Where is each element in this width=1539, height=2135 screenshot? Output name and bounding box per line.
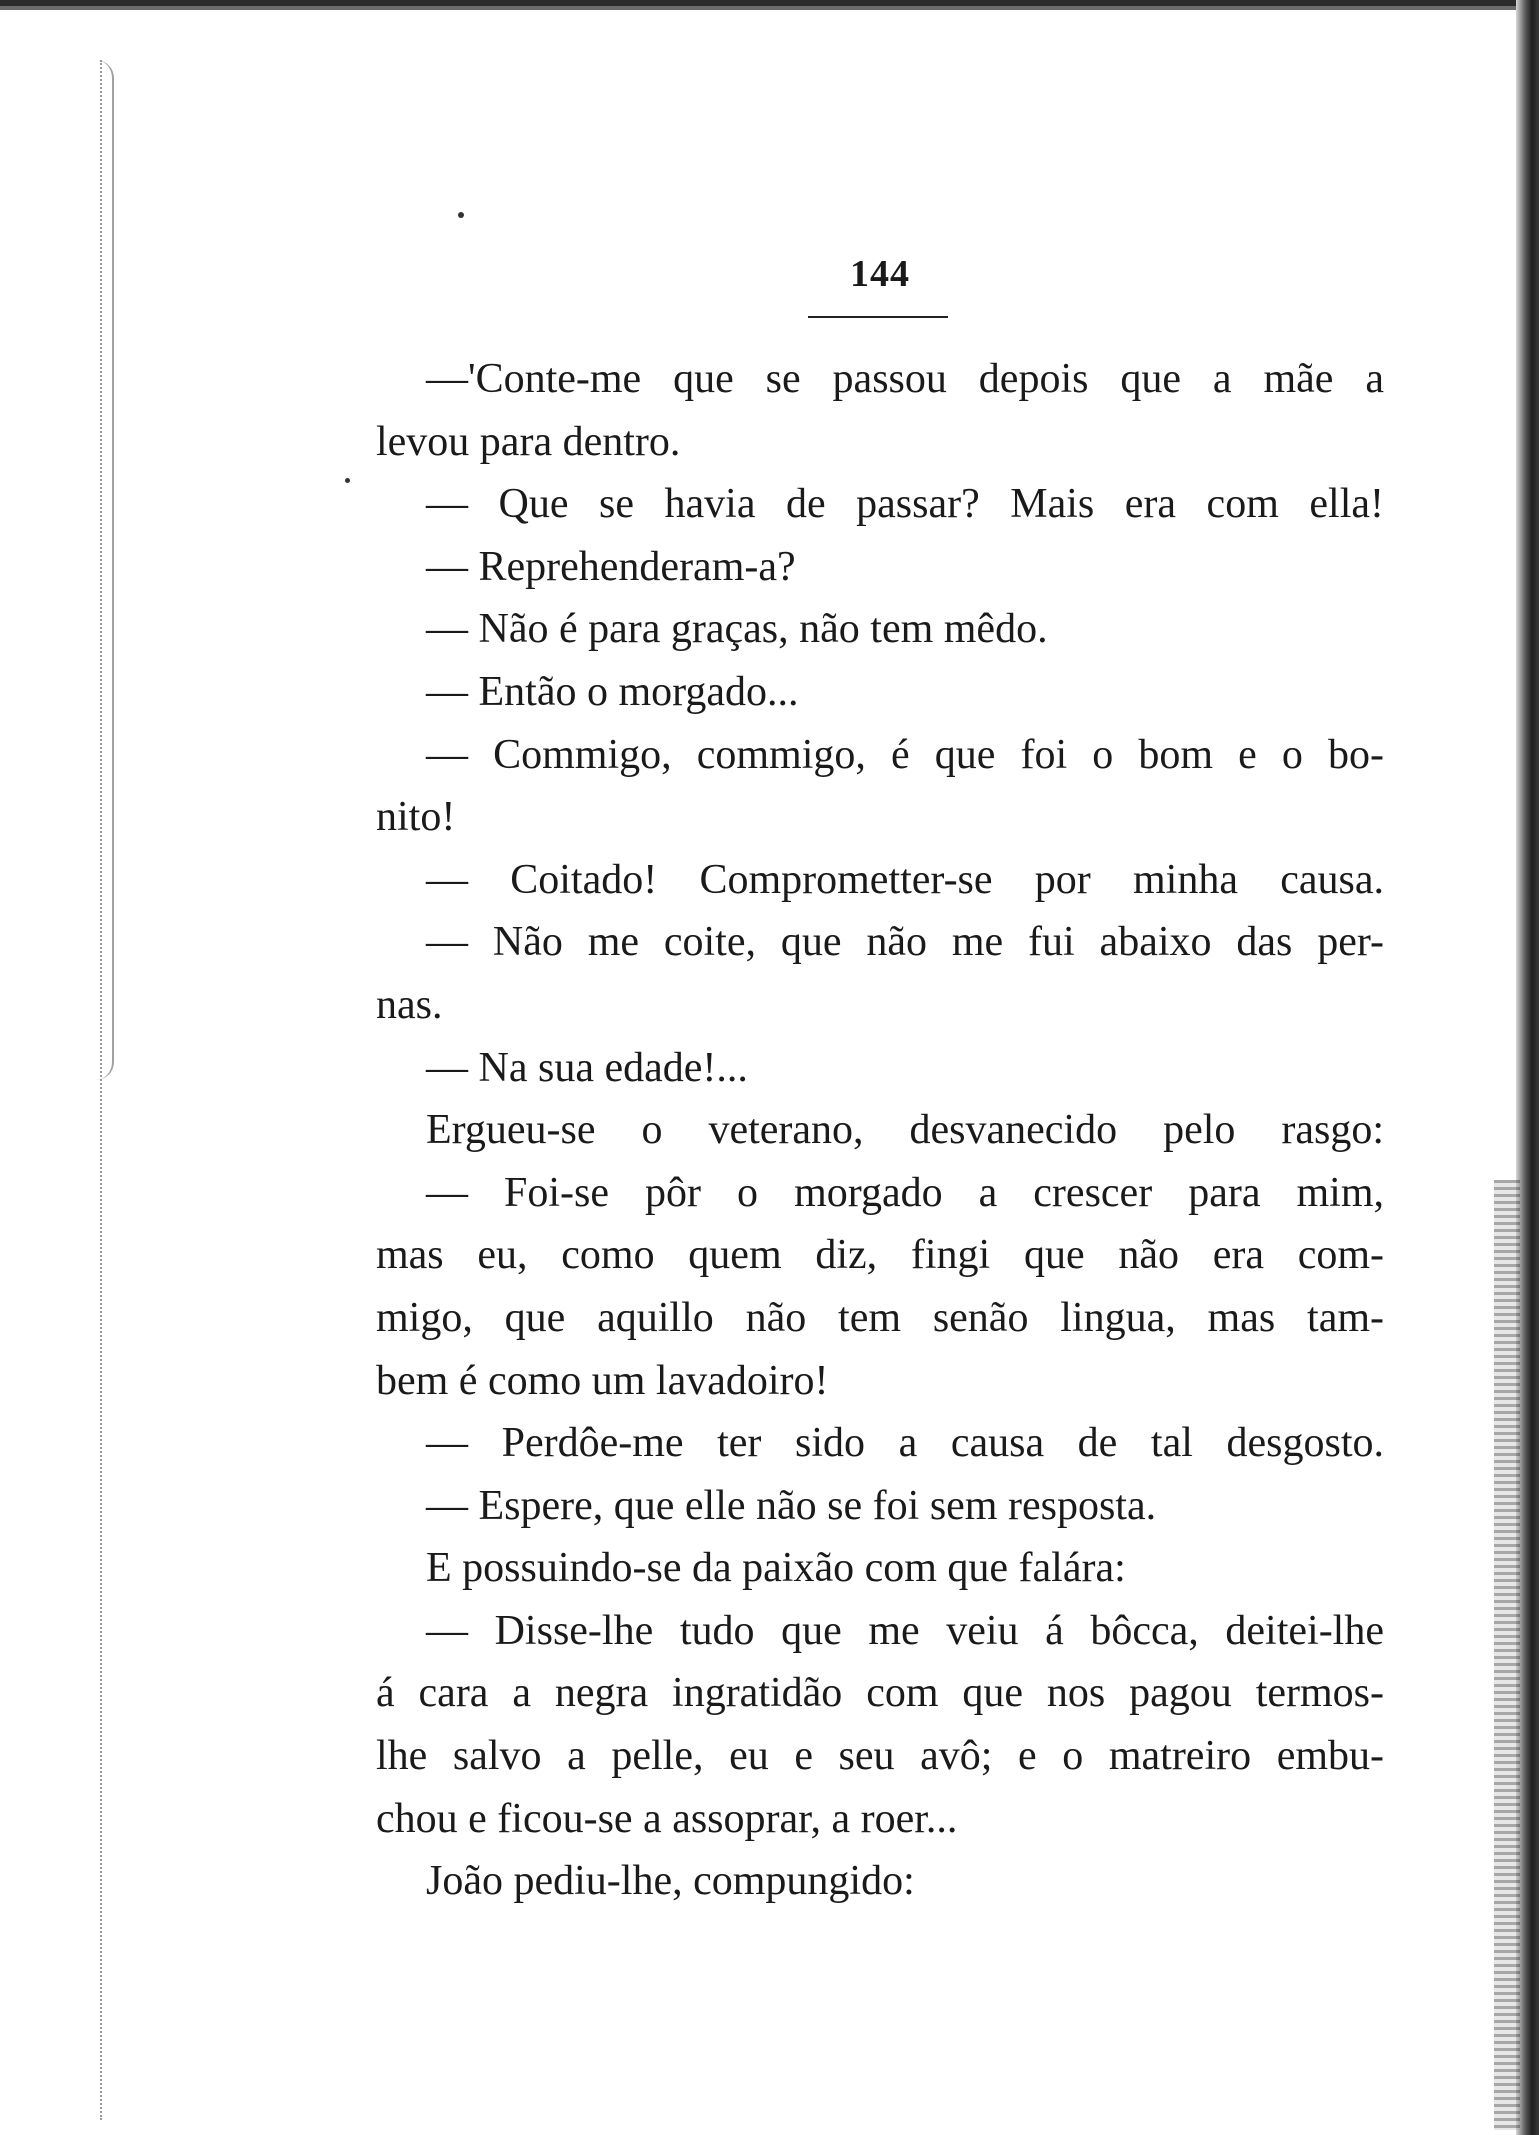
page-number: 144 bbox=[850, 253, 910, 295]
text-line: levou para dentro. bbox=[376, 418, 681, 465]
text-line: á cara a negra ingratidão com que nos pagou termos- bbox=[376, 1670, 1384, 1717]
page-top-edge bbox=[0, 0, 1539, 22]
text-line: Ergueu-se o veterano, desvanecido pelo rasgo: bbox=[426, 1107, 1384, 1154]
text-line: lhe salvo a pelle, eu e seu avô; e o matreiro embu- bbox=[376, 1733, 1384, 1780]
text-line: — Coitado! Comprometter-se por minha causa. bbox=[426, 856, 1384, 903]
text-line: João pediu-lhe, compungido: bbox=[426, 1858, 915, 1905]
left-binding-shadow bbox=[96, 60, 114, 1080]
text-line: mas eu, como quem diz, fingi que não era com- bbox=[376, 1232, 1384, 1279]
text-line: — Foi-se pôr o morgado a crescer para mim, bbox=[426, 1169, 1384, 1216]
text-line: chou e ficou-se a assoprar, a roer... bbox=[376, 1795, 958, 1842]
ink-speck bbox=[345, 478, 350, 483]
ink-speck bbox=[458, 212, 464, 218]
text-line: — Reprehenderam-a? bbox=[426, 543, 796, 590]
right-edge-mottle bbox=[1494, 1180, 1520, 2130]
text-line: — Então o morgado... bbox=[426, 668, 799, 715]
text-line: bem é como um lavadoiro! bbox=[376, 1357, 829, 1404]
text-line: — Espere, que elle não se foi sem resposta. bbox=[426, 1482, 1157, 1529]
text-line: nas. bbox=[376, 981, 443, 1028]
text-line: — Que se havia de passar? Mais era com ella! bbox=[426, 481, 1384, 528]
text-line: — Commigo, commigo, é que foi o bom e o bo- bbox=[426, 731, 1384, 778]
text-line: — Perdôe-me ter sido a causa de tal desgosto. bbox=[426, 1420, 1384, 1467]
text-line: —'Conte-me que se passou depois que a mãe a bbox=[426, 356, 1384, 402]
text-line: — Não é para graças, não tem mêdo. bbox=[426, 606, 1048, 653]
text-line: E possuindo-se da paixão com que falára: bbox=[426, 1545, 1126, 1592]
text-line: migo, que aquillo não tem senão lingua, mas tam- bbox=[376, 1294, 1384, 1341]
text-line: — Disse-lhe tudo que me veiu á bôcca, deitei-lhe bbox=[426, 1607, 1384, 1654]
text-body bbox=[376, 348, 1384, 1913]
text-line: nito! bbox=[376, 794, 456, 841]
text-line: — Não me coite, que não me fui abaixo das per- bbox=[426, 919, 1384, 966]
header-rule bbox=[808, 316, 948, 318]
text-line: — Na sua edade!... bbox=[426, 1044, 748, 1091]
